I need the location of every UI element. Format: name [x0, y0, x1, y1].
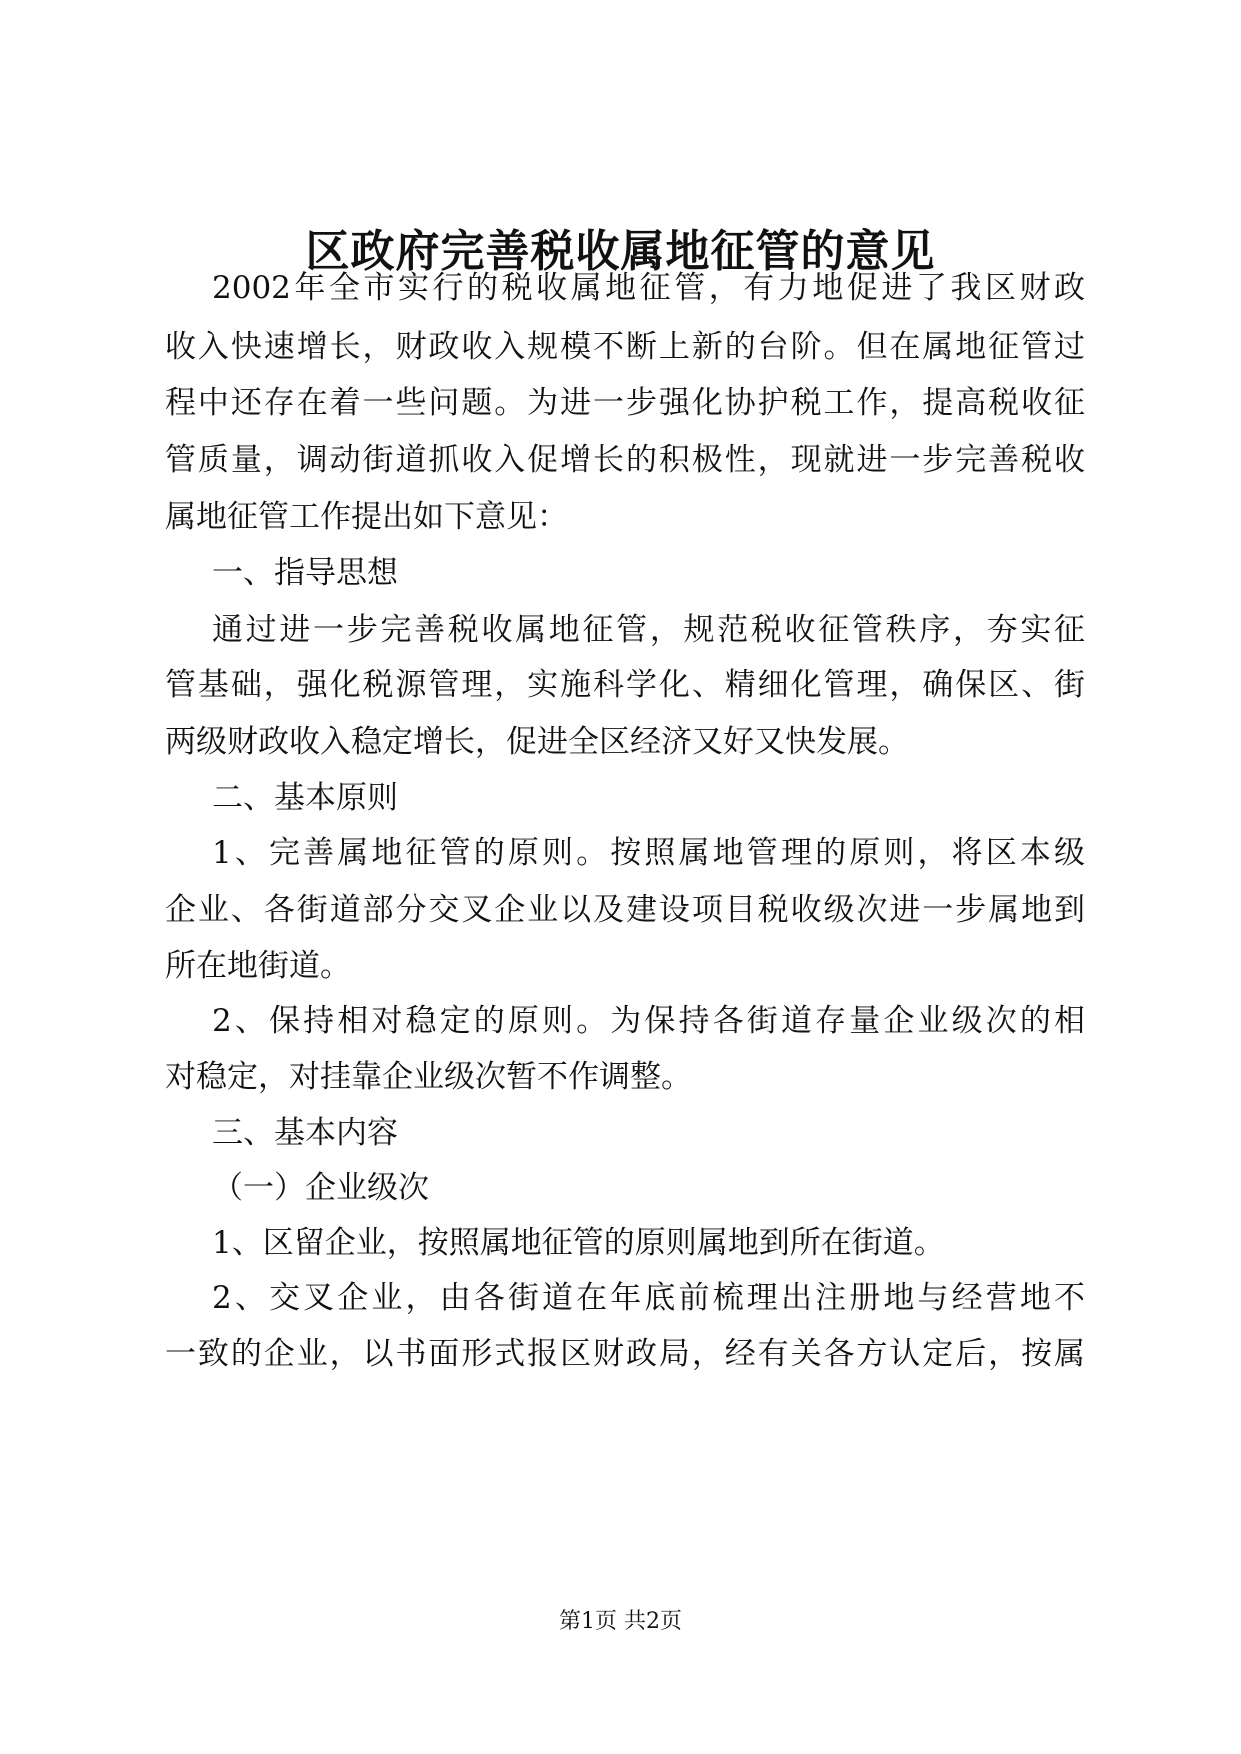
document-title: 区政府完善税收属地征管的意见	[305, 226, 936, 277]
paragraph-line: 所在地街道。	[165, 948, 351, 984]
paragraph-line: 程中还存在着一些问题。为进一步强化协护税工作，提高税收征	[165, 385, 1085, 421]
paragraph-line: 通过进一步完善税收属地征管，规范税收征管秩序，夯实征	[212, 612, 1085, 648]
page-number: 第1页 共2页	[559, 1609, 682, 1634]
paragraph-line: 2002年全市实行的税收属地征管，有力地促进了我区财政	[212, 270, 1085, 306]
section-heading: 三、基本内容	[212, 1115, 398, 1151]
paragraph-line: 一致的企业，以书面形式报区财政局，经有关各方认定后，按属	[165, 1336, 1085, 1372]
paragraph-line: 1、区留企业，按照属地征管的原则属地到所在街道。	[212, 1225, 945, 1261]
paragraph-line: 属地征管工作提出如下意见：	[165, 499, 568, 535]
paragraph-line: 对稳定，对挂靠企业级次暂不作调整。	[165, 1059, 692, 1095]
paragraph-line: 2、保持相对稳定的原则。为保持各街道存量企业级次的相	[212, 1003, 1085, 1039]
subsection-heading: （一）企业级次	[212, 1170, 429, 1206]
section-heading: 二、基本原则	[212, 780, 398, 816]
section-heading: 一、指导思想	[212, 555, 398, 591]
paragraph-line: 1、完善属地征管的原则。按照属地管理的原则，将区本级	[212, 835, 1085, 871]
paragraph-line: 管质量，调动街道抓收入促增长的积极性，现就进一步完善税收	[165, 442, 1085, 478]
paragraph-line: 2、交叉企业，由各街道在年底前梳理出注册地与经营地不	[212, 1280, 1085, 1316]
paragraph-line: 收入快速增长，财政收入规模不断上新的台阶。但在属地征管过	[165, 329, 1085, 365]
paragraph-line: 管基础，强化税源管理，实施科学化、精细化管理，确保区、街	[165, 667, 1085, 703]
paragraph-line: 企业、各街道部分交叉企业以及建设项目税收级次进一步属地到	[165, 892, 1085, 928]
paragraph-line: 两级财政收入稳定增长，促进全区经济又好又快发展。	[165, 724, 909, 760]
